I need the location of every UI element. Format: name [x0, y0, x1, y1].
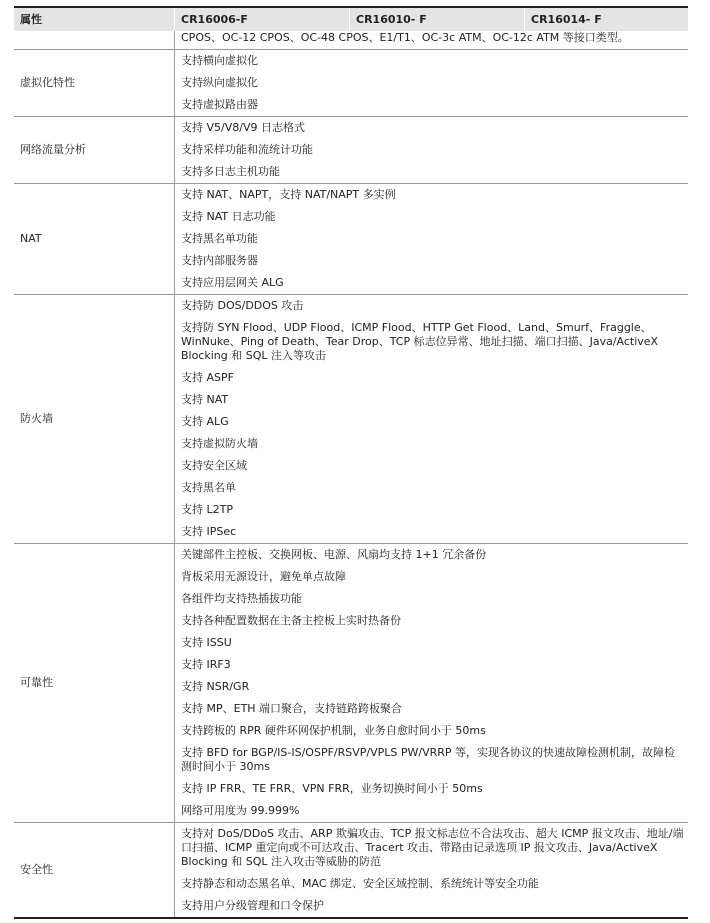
feature-item: 支持防 SYN Flood、UDP Flood、ICMP Flood、HTTP Get Flood、Land、Smurf、Fraggle、WinNuke、Ping of Death、Tear Drop、TCP 标志位异常、地址扫描、端口扫描、Java/ActiveX Blocking 和 SQL 注入等攻击 — [181, 321, 659, 362]
feature-item: 支持虚拟防火墙 — [181, 437, 258, 450]
feature-item: 支持横向虚拟化 — [181, 54, 258, 67]
header-model-2: CR16010- F — [350, 7, 525, 31]
feature-item: 支持纵向虚拟化 — [181, 76, 258, 89]
feature-item: 支持 NSR/GR — [181, 680, 250, 693]
table-row — [14, 823, 688, 919]
table-body — [14, 31, 688, 918]
continued-row — [14, 31, 688, 50]
feature-item: 支持 ISSU — [181, 636, 232, 649]
feature-item: 支持各种配置数据在主备主控板上实时热备份 — [181, 614, 401, 627]
attribute-name: 安全性 — [14, 823, 175, 919]
feature-item: 支持 NAT、NAPT，支持 NAT/NAPT 多实例 — [181, 188, 396, 201]
feature-item: 支持 NAT 日志功能 — [181, 210, 276, 223]
feature-item: 支持 ALG — [181, 415, 229, 428]
feature-item: 支持多日志主机功能 — [181, 165, 280, 178]
header-attr: 属性 — [14, 7, 175, 31]
attribute-values — [175, 823, 689, 919]
table-header-row — [14, 7, 688, 31]
table-row — [14, 50, 688, 117]
feature-item: 支持 IP FRR、TE FRR、VPN FRR，业务切换时间小于 50ms — [181, 782, 483, 795]
attribute-name: 网络流量分析 — [14, 117, 175, 184]
attribute-values — [175, 117, 689, 184]
feature-item: 支持 IPSec — [181, 525, 237, 538]
feature-item: 支持对 DoS/DDoS 攻击、ARP 欺骗攻击、TCP 报文标志位不合法攻击、超大 ICMP 报文攻击、地址/端口扫描、ICMP 重定向或不可达攻击、Tracert 攻击、带路由记录选项 IP 报文攻击、Java/ActiveX Blocking 和 SQL 注入攻击等威胁的防范 — [181, 827, 684, 868]
feature-item: 关键部件主控板、交换网板、电源、风扇均支持 1+1 冗余备份 — [181, 548, 487, 561]
feature-item: 支持虚拟路由器 — [181, 98, 258, 111]
feature-item: 支持内部服务器 — [181, 254, 258, 267]
feature-item: 支持黑名单 — [181, 481, 236, 494]
feature-item: 支持用户分级管理和口令保护 — [181, 899, 324, 912]
feature-item: 各组件均支持热插拔功能 — [181, 592, 302, 605]
table-row — [14, 117, 688, 184]
feature-item: 支持采样功能和流统计功能 — [181, 143, 313, 156]
feature-item: 背板采用无源设计，避免单点故障 — [181, 570, 346, 583]
feature-item: 支持黑名单功能 — [181, 232, 258, 245]
attribute-name: NAT — [14, 184, 175, 295]
feature-item: 支持 IRF3 — [181, 658, 231, 671]
continued-value — [175, 31, 689, 50]
attribute-name: 可靠性 — [14, 544, 175, 823]
table-row — [14, 184, 688, 295]
feature-item: 支持防 DOS/DDOS 攻击 — [181, 299, 304, 312]
feature-item: 支持 BFD for BGP/IS-IS/OSPF/RSVP/VPLS PW/VRRP 等，实现各协议的快速故障检测机制，故障检测时间小于 30ms — [181, 746, 676, 773]
header-model-3: CR16014- F — [525, 7, 689, 31]
feature-item: 支持 V5/V8/V9 日志格式 — [181, 121, 305, 134]
feature-item: 网络可用度为 99.999% — [181, 804, 300, 817]
attribute-values — [175, 544, 689, 823]
feature-item: 支持跨板的 RPR 硬件环网保护机制，业务自愈时间小于 50ms — [181, 724, 486, 737]
attribute-name: 虚拟化特性 — [14, 50, 175, 117]
feature-item: 支持 MP、ETH 端口聚合，支持链路跨板聚合 — [181, 702, 403, 715]
continued-text: CPOS、OC-12 CPOS、OC-48 CPOS、E1/T1、OC-3c ATM、OC-12c ATM 等接口类型。 — [181, 31, 629, 44]
feature-item: 支持 NAT — [181, 393, 229, 406]
attribute-values — [175, 295, 689, 544]
spec-table — [14, 6, 688, 919]
continued-attr — [14, 31, 175, 50]
header-model-1: CR16006-F — [175, 7, 350, 31]
feature-item: 支持静态和动态黑名单、MAC 绑定、安全区域控制、系统统计等安全功能 — [181, 877, 539, 890]
table-row — [14, 295, 688, 544]
attribute-name: 防火墙 — [14, 295, 175, 544]
attribute-values — [175, 50, 689, 117]
feature-item: 支持安全区域 — [181, 459, 247, 472]
feature-item: 支持 L2TP — [181, 503, 233, 516]
feature-item: 支持 ASPF — [181, 371, 234, 384]
feature-item: 支持应用层网关 ALG — [181, 276, 284, 289]
table-row — [14, 544, 688, 823]
attribute-values — [175, 184, 689, 295]
